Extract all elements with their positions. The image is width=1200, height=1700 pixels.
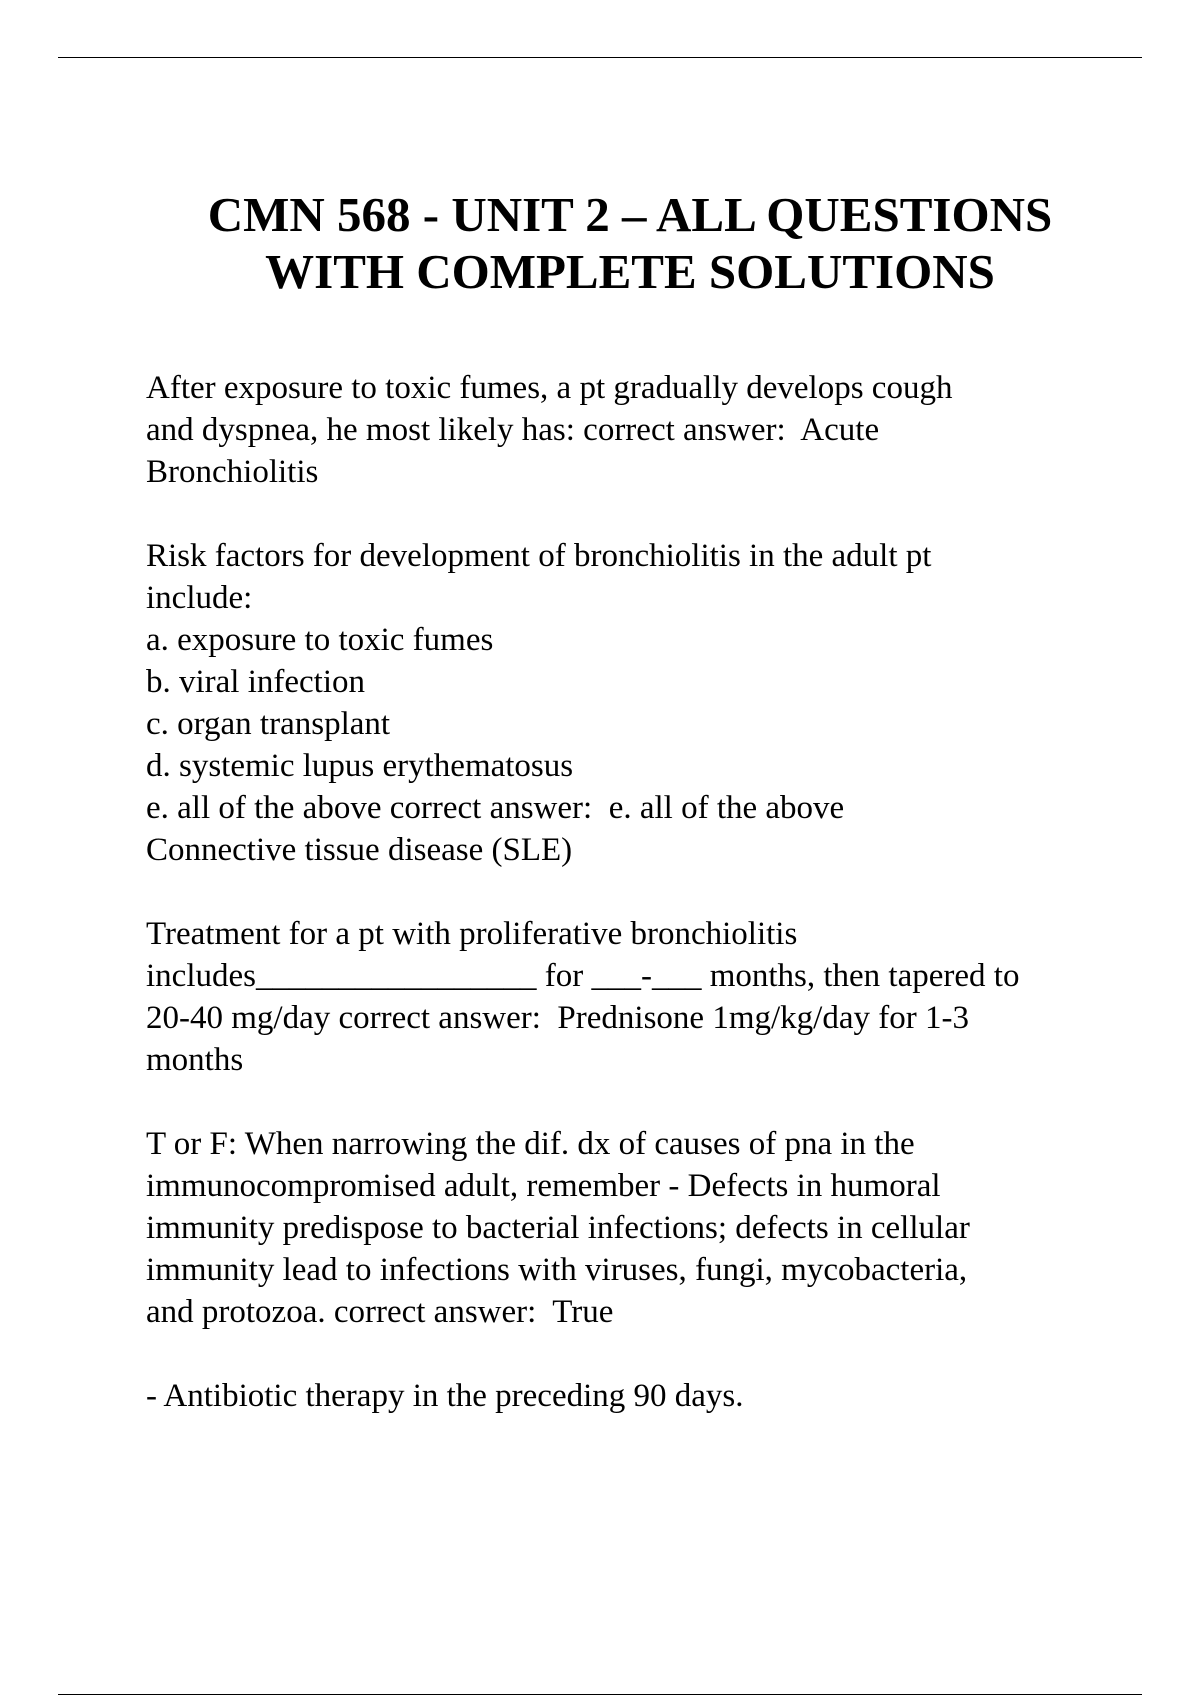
document-body bbox=[146, 367, 1146, 1459]
qa-item-1 bbox=[146, 367, 1146, 493]
text-line: include: bbox=[146, 580, 253, 616]
text-line: T or F: When narrowing the dif. dx of causes of pna in the bbox=[146, 1126, 915, 1162]
qa-item-5 bbox=[146, 1375, 1146, 1417]
title-line-2: WITH COMPLETE SOLUTIONS bbox=[265, 244, 995, 299]
qa-item-4 bbox=[146, 1123, 1146, 1333]
footer-rule bbox=[58, 1694, 1142, 1695]
text-line: Connective tissue disease (SLE) bbox=[146, 832, 573, 868]
text-line: and protozoa. correct answer: True bbox=[146, 1294, 614, 1330]
text-line: months bbox=[146, 1042, 244, 1078]
option-e: e. all of the above correct answer: e. all of the above bbox=[146, 790, 845, 826]
option-b: b. viral infection bbox=[146, 664, 366, 700]
option-a: a. exposure to toxic fumes bbox=[146, 622, 494, 658]
text-line: immunity predispose to bacterial infections; defects in cellular bbox=[146, 1210, 970, 1246]
option-d: d. systemic lupus erythematosus bbox=[146, 748, 574, 784]
option-c: c. organ transplant bbox=[146, 706, 391, 742]
text-line: 20-40 mg/day correct answer: Prednisone 1mg/kg/day for 1-3 bbox=[146, 1000, 969, 1036]
text-line: After exposure to toxic fumes, a pt gradually develops cough bbox=[146, 370, 953, 406]
text-line: immunocompromised adult, remember - Defects in humoral bbox=[146, 1168, 941, 1204]
qa-item-2 bbox=[146, 535, 1146, 871]
text-line: - Antibiotic therapy in the preceding 90 days. bbox=[146, 1378, 744, 1414]
text-line: and dyspnea, he most likely has: correct answer: Acute bbox=[146, 412, 880, 448]
text-line: Risk factors for development of bronchiolitis in the adult pt bbox=[146, 538, 932, 574]
qa-item-3 bbox=[146, 913, 1146, 1081]
text-line: Bronchiolitis bbox=[146, 454, 319, 490]
text-line: immunity lead to infections with viruses, fungi, mycobacteria, bbox=[146, 1252, 968, 1288]
text-line: Treatment for a pt with proliferative bronchiolitis bbox=[146, 916, 798, 952]
document-title bbox=[80, 186, 1180, 300]
header-rule bbox=[58, 57, 1142, 58]
title-line-1: CMN 568 - UNIT 2 – ALL QUESTIONS bbox=[207, 187, 1053, 242]
text-line: includes_________________ for ___-___ months, then tapered to bbox=[146, 958, 1020, 994]
